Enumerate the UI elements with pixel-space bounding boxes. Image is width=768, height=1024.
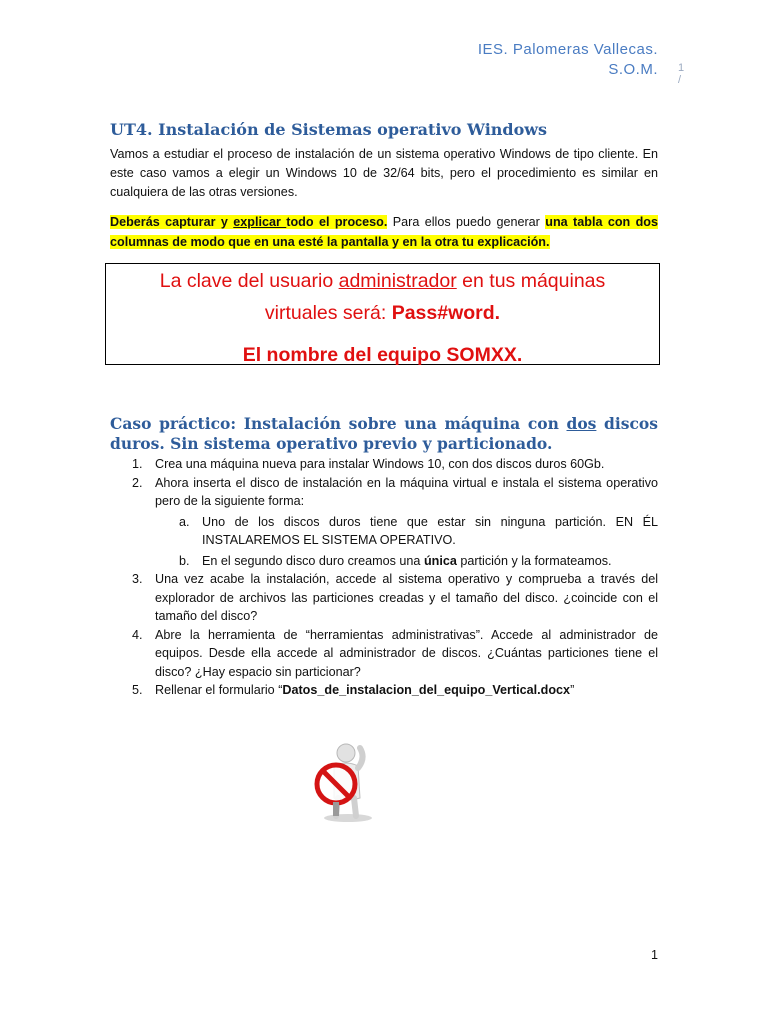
page-header <box>478 40 658 80</box>
steps-list <box>110 455 658 700</box>
page-number: 1 <box>651 948 659 962</box>
page-title: UT4. Instalación de Sistemas operativo Windows <box>110 120 548 139</box>
list-item: 1. Crea una máquina nueva para instalar Windows 10, con dos discos duros 60Gb. <box>132 457 605 471</box>
instructions-note: Deberás capturar y explicar todo el proceso. Para ellos puedo generar una tabla con dos columnas de modo que en una esté la pantalla y en la otra tu explicación. <box>110 215 659 249</box>
list-item: 5. Rellenar el formulario “Datos_de_instalacion_del_equipo_Vertical.docx” <box>132 683 575 697</box>
credentials-line-1: La clave del usuario administrador en tus máquinas <box>159 270 606 292</box>
stop-sign-person-icon <box>304 740 388 824</box>
intro-paragraph: Vamos a estudiar el proceso de instalación de un sistema operativo Windows de tipo cliente. En este caso vamos a elegir un Windows 10 de 32/64 bits, pero el procedimiento es similar en cualquiera de las otras versiones. <box>110 147 658 199</box>
header-course: S.O.M. <box>608 61 658 78</box>
credentials-line-2: virtuales será: Pass#word. <box>264 302 501 324</box>
list-item: 4. Abre la herramienta de “herramientas administrativas”. Accede al administrador de equipos. Desde ella accede al administrador de discos. ¿Cuántas particiones tiene el disco? ¿Hay espacio sin particionar? <box>132 627 658 679</box>
sub-steps-list <box>155 513 658 571</box>
list-item: 3. Una vez acabe la instalación, accede al sistema operativo y comprueba a través del explorador de archivos las particiones creadas y el tamaño del disco. ¿coincide con el tamaño del disco? <box>132 572 658 623</box>
header-school: IES. Palomeras Vallecas. <box>477 41 658 58</box>
list-item: 2. Ahora inserta el disco de instalación en la máquina virtual e instala el sistema operativo pero de la siguiente forma: a. Uno de los discos duros tiene que estar sin ninguna partición. EN ÉL INSTALAREMOS EL SISTEMA OPERATIVO. b. En el segundo disco duro creamos una única partición y la formateamos. <box>110 474 658 571</box>
case-study-heading: Caso práctico: Instalación sobre una máquina con dos discos duros. Sin sistema operativo previo y particionado. <box>110 414 658 453</box>
computer-name-line: El nombre del equipo SOMXX. <box>242 344 523 366</box>
list-item: a. Uno de los discos duros tiene que estar sin ninguna partición. EN ÉL INSTALAREMOS EL SISTEMA OPERATIVO. <box>179 514 658 547</box>
header-margin-mark: 1 / <box>678 62 685 86</box>
credentials-box <box>105 263 660 365</box>
list-item: b. En el segundo disco duro creamos una única partición y la formateamos. <box>179 553 612 568</box>
